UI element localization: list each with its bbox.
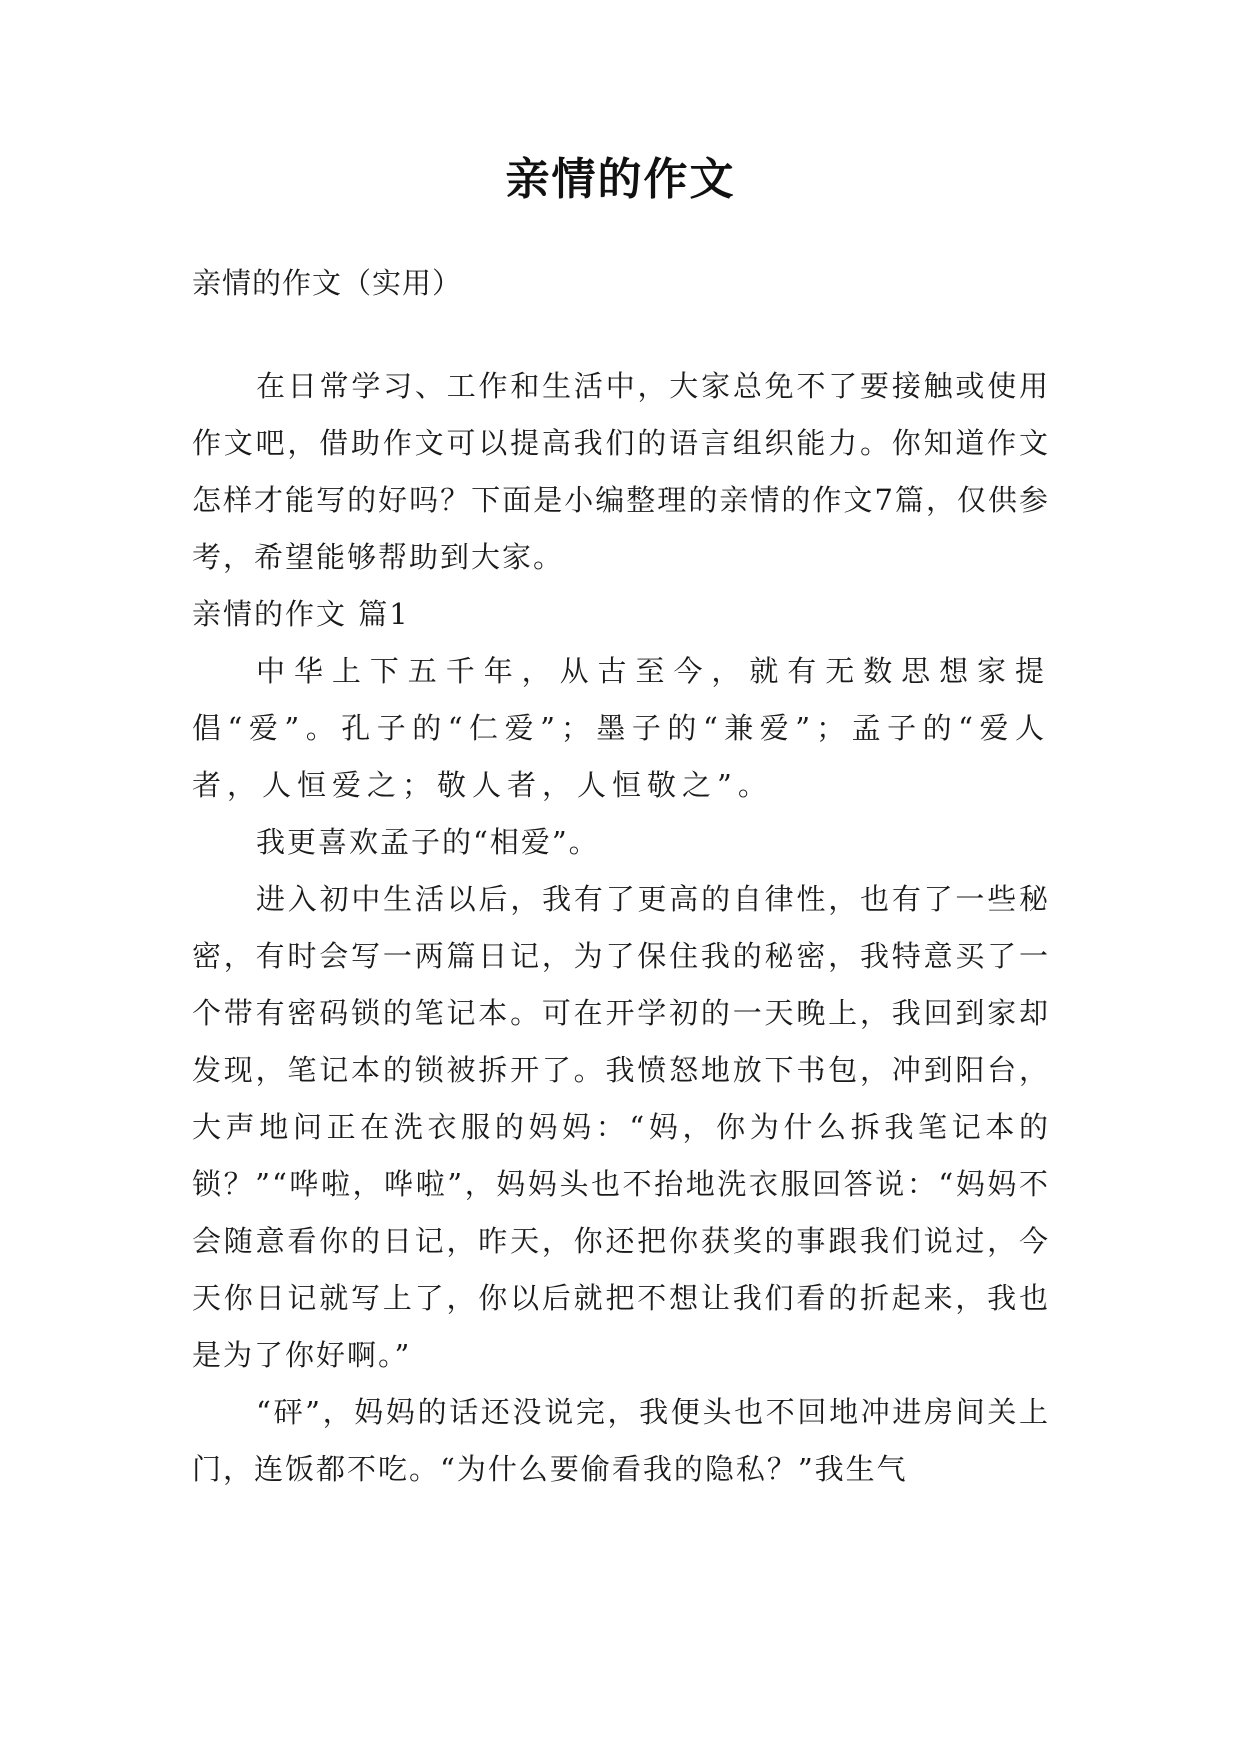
section-heading: 亲情的作文 篇1 [192, 597, 410, 631]
body-paragraph: 进入初中生活以后，我有了更高的自律性，也有了一些秘密，有时会写一两篇日记，为了保住我的秘密，我特意买了一个带有密码锁的笔记本。可在开学初的一天晚上，我回到家却发现，笔记本的锁被拆开了。我愤怒地放下书包，冲到阳台，大声地问正在洗衣服的妈妈：“妈，你为什么拆我笔记本的锁？”“哗啦，哗啦”，妈妈头也不抬地洗衣服回答说：“妈妈不会随意看你的日记，昨天，你还把你获奖的事跟我们说过，今天你日记就写上了，你以后就把不想让我们看的折起来，我也是为了你好啊。” [192, 882, 1050, 1372]
intro-paragraph: 在日常学习、工作和生活中，大家总免不了要接触或使用作文吧，借助作文可以提高我们的语言组织能力。你知道作文怎样才能写的好吗？下面是小编整理的亲情的作文7篇，仅供参考，希望能够帮助到大家。 [192, 369, 1050, 574]
document-body [192, 358, 1050, 1498]
body-paragraph: 中华上下五千年，从古至今，就有无数思想家提倡“爱”。孔子的“仁爱”；墨子的“兼爱”；孟子的“爱人者，人恒爱之；敬人者，人恒敬之”。 [192, 654, 1050, 802]
document-title: 亲情的作文 [505, 154, 736, 205]
body-paragraph: “砰”，妈妈的话还没说完，我便头也不回地冲进房间关上门，连饭都不吃。“为什么要偷看我的隐私？”我生气 [192, 1395, 1050, 1486]
body-paragraph: 我更喜欢孟子的“相爱”。 [256, 825, 600, 859]
document-subtitle: 亲情的作文（实用） [192, 266, 463, 300]
